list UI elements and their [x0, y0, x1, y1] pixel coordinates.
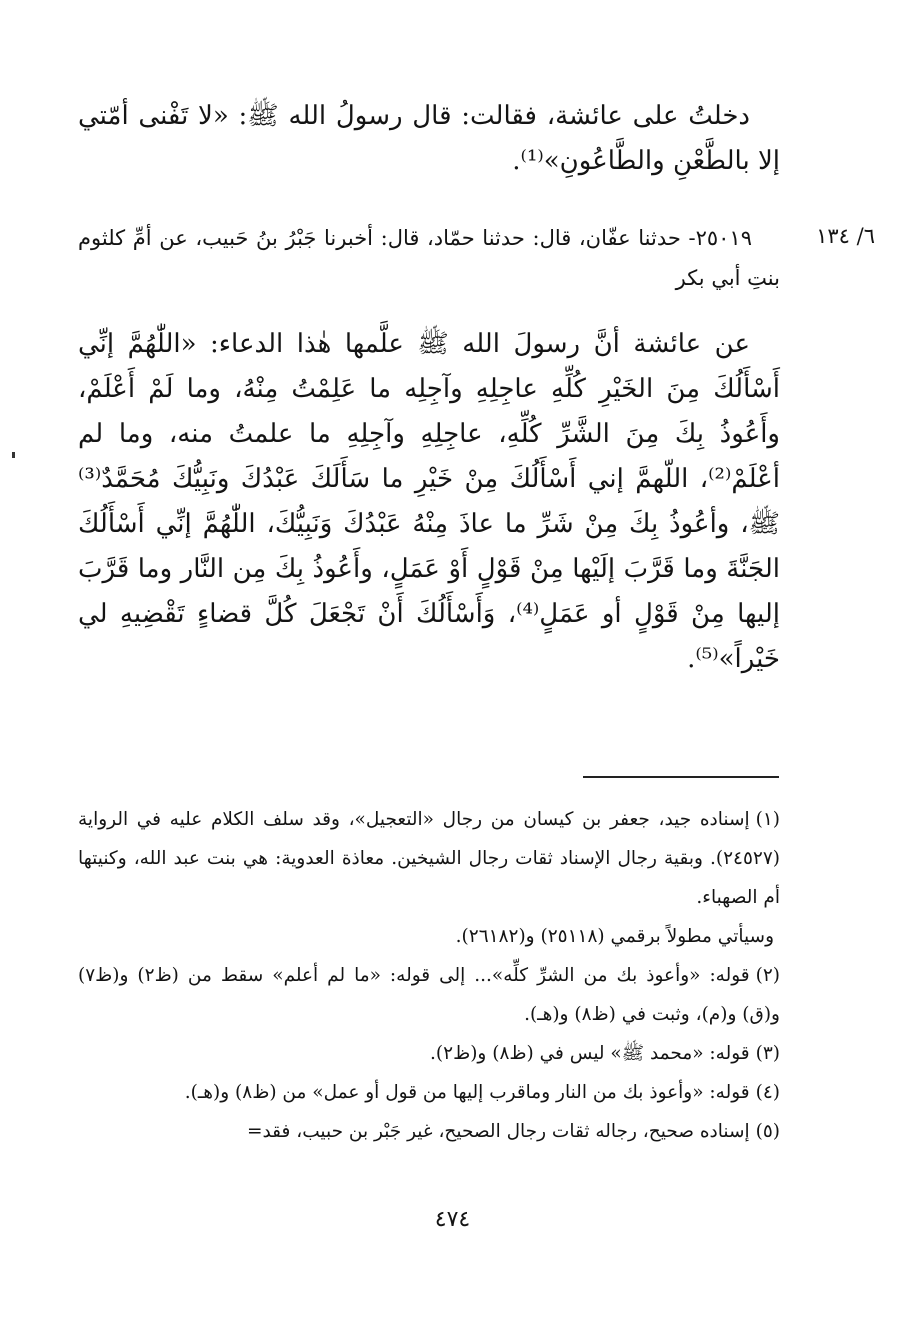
footnote-4: [78, 1073, 780, 1112]
paragraph-isnad: ٢٥٠١٩- حدثنا عفّان، قال: حدثنا حمّاد، قال: أخبرنا جَبْرُ بنُ حَبيب، عن أمِّ كلثوم بنتِ أبي بكر: [78, 226, 780, 290]
margin-volume-page-reference: ٦/ ١٣٤: [816, 224, 875, 248]
footnote-text: وسيأتي مطولاً برقمي (٢٥١١٨) و(٢٦١٨٢).: [455, 926, 774, 947]
footnote-number: (٥): [755, 1121, 780, 1142]
footnote-divider: [583, 776, 779, 778]
scan-mark: [12, 452, 15, 458]
footnote-5: [78, 1112, 780, 1151]
footnote-text: قوله: «محمد ﷺ» ليس في (ظ٨) و(ظ٢).: [430, 1043, 750, 1064]
paragraph-hadith-text: عن عائشة أنَّ رسولَ الله ﷺ علَّمها هٰذا الدعاء: «اللّٰهُمَّ إنِّي أَسْأَلُكَ مِنَ الخَيْرِ كُلِّهِ عاجِلِهِ وآجِلِه ما عَلِمْتُ مِنْهُ، وما لَمْ أَعْلَمْ، وأَعُوذُ بِكَ مِنَ الشَّرِّ كُلِّهِ، عاجِلِهِ وآجِلِهِ ما علمتُ منه، وما لم أعْلَمْ⁽²⁾، اللّهمَّ إني أَسْأَلُكَ مِنْ خَيْرِ ما سَأَلَكَ عَبْدُكَ ونَبِيُّكَ مُحَمَّدٌ⁽³⁾ ﷺ، وأعُوذُ بِكَ مِنْ شَرِّ ما عاذَ مِنْهُ عَبْدُكَ وَنَبِيُّكَ، اللّٰهُمَّ إنِّي أَسْأَلُكَ الجَنَّةَ وما قَرَّبَ إلَيْها مِنْ قَوْلٍ أَوْ عَمَلٍ، وأَعُوذُ بِكَ مِن النَّار وما قَرَّبَ إليها مِنْ قَوْلٍ أو عَمَلٍ⁽⁴⁾، وَأَسْأَلُكَ أَنْ تَجْعَلَ كُلَّ قضاءٍ تَقْضِيهِ لي خَيْراً»⁽⁵⁾.: [78, 329, 781, 674]
footnote-text: قوله: «وأعوذ بك من النار وماقرب إليها من قول أو عمل» من (ظ٨) و(هـ).: [184, 1082, 750, 1103]
footnote-1-continuation: [78, 917, 780, 956]
paragraph-hadith-end: دخلتُ على عائشة، فقالت: قال رسولُ الله ﷺ: «لا تَفْنى أمّتي إلا بالطَّعْنِ والطَّاعُونِ»⁽¹⁾.: [78, 101, 780, 176]
footnote-number: (٢): [755, 965, 781, 986]
page-number: ٤٧٤: [434, 1207, 471, 1232]
footnotes-section: [78, 800, 780, 1151]
footnote-number: (٤): [755, 1082, 780, 1103]
footnote-1: [78, 800, 780, 917]
footnote-number: (١): [755, 809, 780, 830]
footnote-text: إسناده جيد، جعفر بن كيسان من رجال «التعجيل»، وقد سلف الكلام عليه في الرواية (٢٤٥٢٧). وبقية رجال الإسناد ثقات رجال الشيخين. معاذة العدوية: هي بنت عبد الله، وكنيتها أم الصهباء.: [78, 809, 780, 908]
footnote-number: (٣): [755, 1043, 780, 1064]
footnote-2: [78, 956, 780, 1034]
footnote-3: [78, 1034, 780, 1073]
footnote-text: إسناده صحيح، رجاله ثقات رجال الصحيح، غير جَبْر بن حبيب، فقد=: [246, 1121, 750, 1142]
footnote-text: قوله: «وأعوذ بك من الشرِّ كلِّه»... إلى قوله: «ما لم أعلم» سقط من (ظ٢) و(ظ٧) و(ق) و(م)، وثبت في (ظ٨) و(هـ).: [78, 965, 780, 1025]
